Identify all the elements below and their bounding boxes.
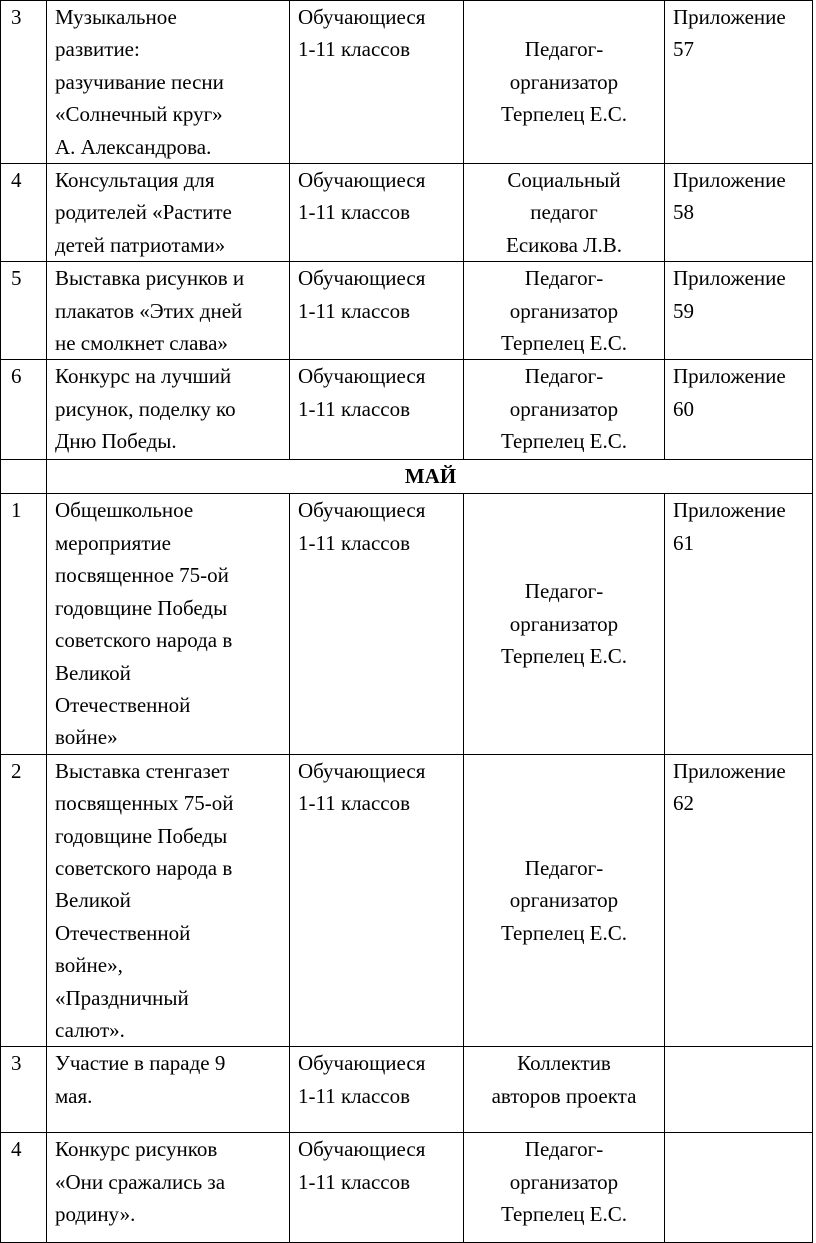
cell-line: мая. [55,1083,93,1108]
cell-line: Приложение [673,364,786,389]
responsible-cell [464,1,665,164]
event-cell [47,754,290,1047]
cell-line: Обучающиеся [298,758,426,783]
cell-line: плакатов «Этих дней [55,298,243,323]
cell-line: Обучающиеся [298,498,426,523]
cell-line: «Праздничный [55,985,189,1010]
cell-line: педагог [530,200,598,225]
cell-line: Педагог- [524,855,604,880]
cell-line: 57 [673,37,694,62]
responsible-cell [464,164,665,262]
appendix-cell [665,1133,813,1243]
cell-line: 1-11 классов [298,1083,411,1108]
cell-line: Есикова Л.В. [506,232,622,257]
cell-line: Отечественной [55,920,191,945]
cell-line: Общешкольное [55,498,194,523]
cell-line: А. Александрова. [55,134,212,159]
cell-line: Обучающиеся [298,266,426,291]
cell-line: Обучающиеся [298,5,426,29]
cell-line: рисунок, поделку ко [55,396,236,421]
appendix-cell [665,754,813,1047]
responsible-cell [464,360,665,460]
cell-line: организатор [509,611,619,636]
row-number: 2 [1,754,47,1047]
table-row [1,360,813,460]
event-cell [47,1133,290,1243]
cell-line: Консультация для [55,168,215,193]
row-number: 3 [1,1047,47,1133]
participants-cell [290,262,464,360]
row-number: 3 [1,1,47,164]
cell-line: Приложение [673,5,786,29]
cell-line: Музыкальное [55,5,177,29]
month-heading: МАЙ [47,460,813,494]
cell-line: «Солнечный круг» [55,102,223,127]
row-number: 5 [1,262,47,360]
cell-line: Педагог- [524,1137,604,1162]
cell-line: Обучающиеся [298,1137,426,1162]
cell-line: мероприятие [55,530,171,555]
cell-line: «Они сражались за [55,1169,226,1194]
table-row [1,1133,813,1243]
table-row [1,262,813,360]
cell-line: Приложение [673,266,786,291]
participants-cell [290,1047,464,1133]
cell-line: Обучающиеся [298,364,426,389]
participants-cell [290,494,464,754]
row-number: 4 [1,164,47,262]
cell-line: Терпелец Е.С. [500,102,628,127]
appendix-cell [665,164,813,262]
cell-line: детей патриотами» [55,232,226,257]
cell-line: 61 [673,530,694,555]
event-cell [47,494,290,754]
cell-line: Приложение [673,758,786,783]
cell-line: родину». [55,1202,136,1227]
cell-line: годовщине Победы [55,595,228,620]
cell-line: войне», [55,953,123,978]
cell-line: 1-11 классов [298,298,411,323]
event-cell [47,360,290,460]
cell-line: советского народа в [55,628,233,653]
cell-line: Терпелец Е.С. [500,331,628,356]
cell-line: салют». [55,1017,125,1042]
cell-line: организатор [509,396,619,421]
cell-line: Конкурс на лучший [55,364,232,389]
cell-line: Терпелец Е.С. [500,1202,628,1227]
cell-line: авторов проекта [491,1083,637,1108]
cell-line: посвященных 75-ой [55,791,234,816]
cell-line: родителей «Растите [55,200,232,225]
cell-line: Великой [55,660,131,685]
participants-cell [290,754,464,1047]
row-number: 1 [1,494,47,754]
cell-line: Педагог- [524,364,604,389]
table-row [1,164,813,262]
cell-line: Великой [55,888,131,913]
cell-line: советского народа в [55,855,233,880]
cell-line: организатор [509,298,619,323]
table-row [1,494,813,754]
cell-line: Социальный [507,168,621,193]
appendix-cell [665,1,813,164]
table-body-april [1,1,813,460]
appendix-cell [665,360,813,460]
cell-line: 59 [673,298,694,323]
participants-cell [290,1133,464,1243]
cell-line: 58 [673,200,694,225]
responsible-cell [464,494,665,754]
responsible-cell [464,1047,665,1133]
table-body-may [1,494,813,1243]
appendix-cell [665,1047,813,1133]
responsible-cell [464,1133,665,1243]
cell-line: Терпелец Е.С. [500,920,628,945]
event-cell [47,262,290,360]
cell-line: 1-11 классов [298,37,411,62]
participants-cell [290,360,464,460]
cell-line: Коллектив [517,1051,611,1076]
cell-line: 1-11 классов [298,1169,411,1194]
appendix-cell [665,262,813,360]
month-row [1,460,813,494]
table-row [1,1,813,164]
cell-line: 1-11 классов [298,396,411,421]
cell-line: развитие: [55,37,140,62]
cell-line: Конкурс рисунков [55,1137,218,1162]
cell-line: организатор [509,888,619,913]
cell-line: 1-11 классов [298,200,411,225]
cell-line: Обучающиеся [298,168,426,193]
cell-line: не смолкнет слава» [55,331,228,356]
cell-line: Педагог- [524,37,604,62]
cell-line: Обучающиеся [298,1051,426,1076]
cell-line: войне» [55,725,118,750]
cell-line: разучивание песни [55,69,224,94]
cell-line: 1-11 классов [298,791,411,816]
responsible-cell [464,262,665,360]
row-number: 6 [1,360,47,460]
cell-line: Педагог- [524,266,604,291]
cell-line: 1-11 классов [298,530,411,555]
cell-line: Терпелец Е.С. [500,644,628,669]
cell-line: 60 [673,396,694,421]
table-row [1,754,813,1047]
cell-line: Приложение [673,168,786,193]
cell-line: Выставка стенгазет [55,758,230,783]
row-number: 4 [1,1133,47,1243]
cell-line: Дню Победы. [55,429,177,454]
cell-line: организатор [509,1169,619,1194]
event-cell [47,164,290,262]
cell-line: Терпелец Е.С. [500,429,628,454]
responsible-cell [464,754,665,1047]
event-cell [47,1047,290,1133]
cell-line: Участие в параде 9 [55,1051,226,1076]
cell-line: организатор [509,69,619,94]
cell-line: посвященное 75-ой [55,563,229,588]
cell-line: Приложение [673,498,786,523]
participants-cell [290,164,464,262]
event-cell [47,1,290,164]
cell-line: Выставка рисунков и [55,266,245,291]
participants-cell [290,1,464,164]
table-row [1,1047,813,1133]
cell-line: Педагог- [524,579,604,604]
cell-line: Отечественной [55,692,191,717]
cell-line: 62 [673,791,694,816]
appendix-cell [665,494,813,754]
cell-line: годовщине Победы [55,823,228,848]
